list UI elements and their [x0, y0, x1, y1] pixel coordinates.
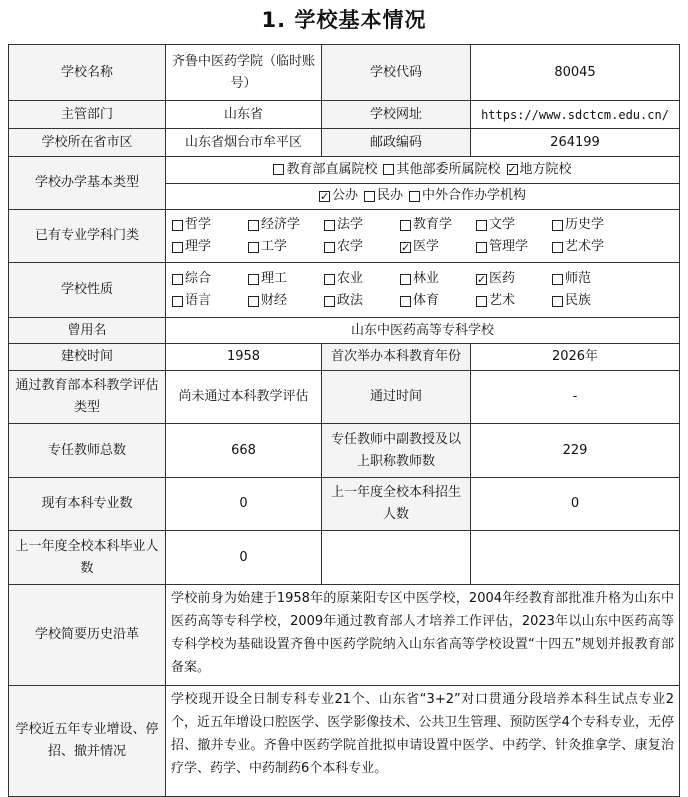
nature-option-label: 师范 [565, 271, 592, 286]
checked-checkbox-icon[interactable] [476, 274, 487, 285]
checkbox-icon[interactable] [248, 220, 259, 231]
checked-checkbox-icon[interactable] [507, 164, 518, 175]
checkbox-icon[interactable] [552, 220, 563, 231]
nature-option[interactable] [552, 269, 628, 289]
label-location: 学校所在省市区 [8, 128, 166, 157]
discipline-option[interactable] [324, 237, 400, 257]
discipline-option-label: 哲学 [185, 217, 212, 232]
discipline-option[interactable] [324, 215, 400, 235]
checkbox-icon[interactable] [324, 220, 335, 231]
school-type-option-label: 教育部直属院校 [286, 161, 378, 177]
discipline-option-label: 农学 [337, 239, 364, 254]
discipline-options [166, 215, 679, 257]
nature-option[interactable] [248, 269, 324, 289]
checkbox-icon[interactable] [324, 274, 335, 285]
checkbox-icon[interactable] [172, 296, 183, 307]
discipline-option[interactable] [172, 215, 248, 235]
label-eval-time: 通过时间 [321, 370, 471, 424]
nature-option-label: 农业 [337, 271, 364, 286]
label-school-name: 学校名称 [8, 44, 166, 101]
checkbox-icon[interactable] [172, 274, 183, 285]
nature-option[interactable] [172, 269, 248, 289]
nature-option-label: 民族 [565, 293, 592, 308]
discipline-option[interactable] [476, 215, 552, 235]
label-eval-type: 通过教育部本科教学评估类型 [8, 370, 166, 424]
checkbox-icon[interactable] [248, 296, 259, 307]
value-former-name: 山东中医药高等专科学校 [165, 317, 680, 344]
discipline-option-label: 教育学 [413, 217, 453, 232]
ownership-options [319, 184, 526, 210]
value-ug-enroll: 0 [470, 477, 680, 531]
checkbox-icon[interactable] [248, 274, 259, 285]
nature-option[interactable] [400, 291, 476, 311]
discipline-option-label: 工学 [261, 239, 288, 254]
checkbox-icon[interactable] [552, 242, 563, 253]
label-website: 学校网址 [321, 100, 471, 129]
ownership-option[interactable] [364, 186, 403, 206]
checked-checkbox-icon[interactable] [319, 191, 330, 202]
ownership-option-label: 民办 [376, 188, 403, 204]
value-location: 山东省烟台市牟平区 [165, 128, 322, 157]
label-school-type: 学校办学基本类型 [8, 156, 166, 210]
nature-option[interactable] [324, 269, 400, 289]
ownership-option[interactable] [319, 186, 358, 206]
discipline-option-label: 艺术学 [565, 239, 605, 254]
checkbox-icon[interactable] [273, 164, 284, 175]
nature-option-label: 体育 [413, 293, 440, 308]
checkbox-icon[interactable] [409, 191, 420, 202]
checkbox-icon[interactable] [400, 274, 411, 285]
disciplines-cell [165, 209, 680, 263]
discipline-option[interactable] [476, 237, 552, 257]
discipline-option-label: 理学 [185, 239, 212, 254]
checkbox-icon[interactable] [172, 242, 183, 253]
nature-options [166, 269, 679, 311]
school-type-cell [165, 156, 680, 210]
nature-option[interactable] [172, 291, 248, 311]
value-ug-grad: 0 [165, 530, 322, 585]
school-type-option-label: 其他部委所属院校 [396, 161, 501, 177]
label-nature: 学校性质 [8, 262, 166, 318]
value-ug-majors: 0 [165, 477, 322, 531]
value-postcode: 264199 [470, 128, 680, 157]
discipline-option[interactable] [248, 237, 324, 257]
value-changes: 学校现开设全日制专科专业21个、山东省“3+2”对口贯通分段培养本科生试点专业2个，近五年增设口腔医学、医学影像技术、公共卫生管理、预防医学4个专科专业，无停招、撤并专业。齐鲁中医药学院首批拟申请设置中医学、中药学、针灸推拿学、康复治疗学、药学、中药制药6个本科专业。 [165, 685, 680, 797]
school-type-option[interactable] [383, 160, 500, 180]
discipline-option-label: 医学 [413, 239, 440, 254]
discipline-option[interactable] [400, 215, 476, 235]
checkbox-icon[interactable] [476, 220, 487, 231]
ownership-option[interactable] [409, 186, 526, 206]
label-dept: 主管部门 [8, 100, 166, 129]
value-dept: 山东省 [165, 100, 322, 129]
checkbox-icon[interactable] [248, 242, 259, 253]
checkbox-icon[interactable] [383, 164, 394, 175]
page-title: 1. 学校基本情况 [261, 8, 427, 32]
label-senior-teachers: 专任教师中副教授及以上职称教师数 [321, 423, 471, 478]
value-eval-type: 尚未通过本科教学评估 [165, 370, 322, 424]
nature-option-label: 财经 [261, 293, 288, 308]
value-first-ug: 2026年 [470, 343, 680, 371]
checkbox-icon[interactable] [552, 296, 563, 307]
empty-cell-b [470, 530, 680, 585]
discipline-option[interactable] [172, 237, 248, 257]
label-ug-enroll: 上一年度全校本科招生人数 [321, 477, 471, 531]
discipline-option[interactable] [400, 237, 476, 257]
discipline-option-label: 法学 [337, 217, 364, 232]
discipline-option-label: 管理学 [489, 239, 529, 254]
ownership-option-label: 中外合作办学机构 [422, 188, 527, 204]
value-senior-teachers: 229 [470, 423, 680, 478]
nature-option[interactable] [324, 291, 400, 311]
school-type-option-label: 地方院校 [519, 161, 572, 177]
value-school-code: 80045 [470, 44, 680, 101]
label-changes: 学校近五年专业增设、停招、撤并情况 [8, 685, 166, 797]
value-eval-time: - [470, 370, 680, 424]
nature-option-label: 林业 [413, 271, 440, 286]
value-history: 学校前身为始建于1958年的原莱阳专区中医学校，2004年经教育部批准升格为山东中医药高等专科学校，2009年通过教育部人才培养工作评估，2023年以山东中医药高等专科学校为基础设置齐鲁中医药学院纳入山东省高等学校设置“十四五”规划并报教育部备案。 [165, 584, 680, 686]
value-school-name: 齐鲁中医药学院（临时账号） [165, 44, 322, 101]
label-history: 学校简要历史沿革 [8, 584, 166, 686]
discipline-option-label: 经济学 [261, 217, 301, 232]
discipline-option[interactable] [248, 215, 324, 235]
label-ug-majors: 现有本科专业数 [8, 477, 166, 531]
nature-option-label: 医药 [489, 271, 516, 286]
nature-option[interactable] [476, 291, 552, 311]
label-school-code: 学校代码 [321, 44, 471, 101]
discipline-option[interactable] [552, 215, 628, 235]
label-disciplines: 已有专业学科门类 [8, 209, 166, 263]
school-type-option[interactable] [273, 160, 377, 180]
label-first-ug: 首次举办本科教育年份 [321, 343, 471, 371]
ownership-option-label: 公办 [331, 188, 358, 204]
checkbox-icon[interactable] [400, 296, 411, 307]
label-founded: 建校时间 [8, 343, 166, 371]
checkbox-icon[interactable] [172, 220, 183, 231]
value-teachers: 668 [165, 423, 322, 478]
empty-cell-a [321, 530, 471, 585]
school-type-option[interactable] [507, 160, 572, 180]
nature-option-label: 艺术 [489, 293, 516, 308]
nature-option[interactable] [552, 291, 628, 311]
nature-option[interactable] [248, 291, 324, 311]
checked-checkbox-icon[interactable] [400, 242, 411, 253]
label-former-name: 曾用名 [8, 317, 166, 344]
checkbox-icon[interactable] [476, 242, 487, 253]
nature-option-label: 综合 [185, 271, 212, 286]
discipline-option-label: 文学 [489, 217, 516, 232]
checkbox-icon[interactable] [324, 242, 335, 253]
checkbox-icon[interactable] [400, 220, 411, 231]
nature-option[interactable] [400, 269, 476, 289]
label-ug-grad: 上一年度全校本科毕业人数 [8, 530, 166, 585]
nature-option-label: 政法 [337, 293, 364, 308]
label-teachers: 专任教师总数 [8, 423, 166, 478]
nature-cell [165, 262, 680, 318]
nature-option-label: 语言 [185, 293, 212, 308]
checkbox-icon[interactable] [324, 296, 335, 307]
checkbox-icon[interactable] [364, 191, 375, 202]
discipline-option-label: 历史学 [565, 217, 605, 232]
nature-option-label: 理工 [261, 271, 288, 286]
checkbox-icon[interactable] [552, 274, 563, 285]
checkbox-icon[interactable] [476, 296, 487, 307]
nature-option[interactable] [476, 269, 552, 289]
value-website[interactable]: https://www.sdctcm.edu.cn/ [470, 100, 680, 129]
school-type-options [165, 157, 680, 184]
value-founded: 1958 [165, 343, 322, 371]
discipline-option[interactable] [552, 237, 628, 257]
label-postcode: 邮政编码 [321, 128, 471, 157]
